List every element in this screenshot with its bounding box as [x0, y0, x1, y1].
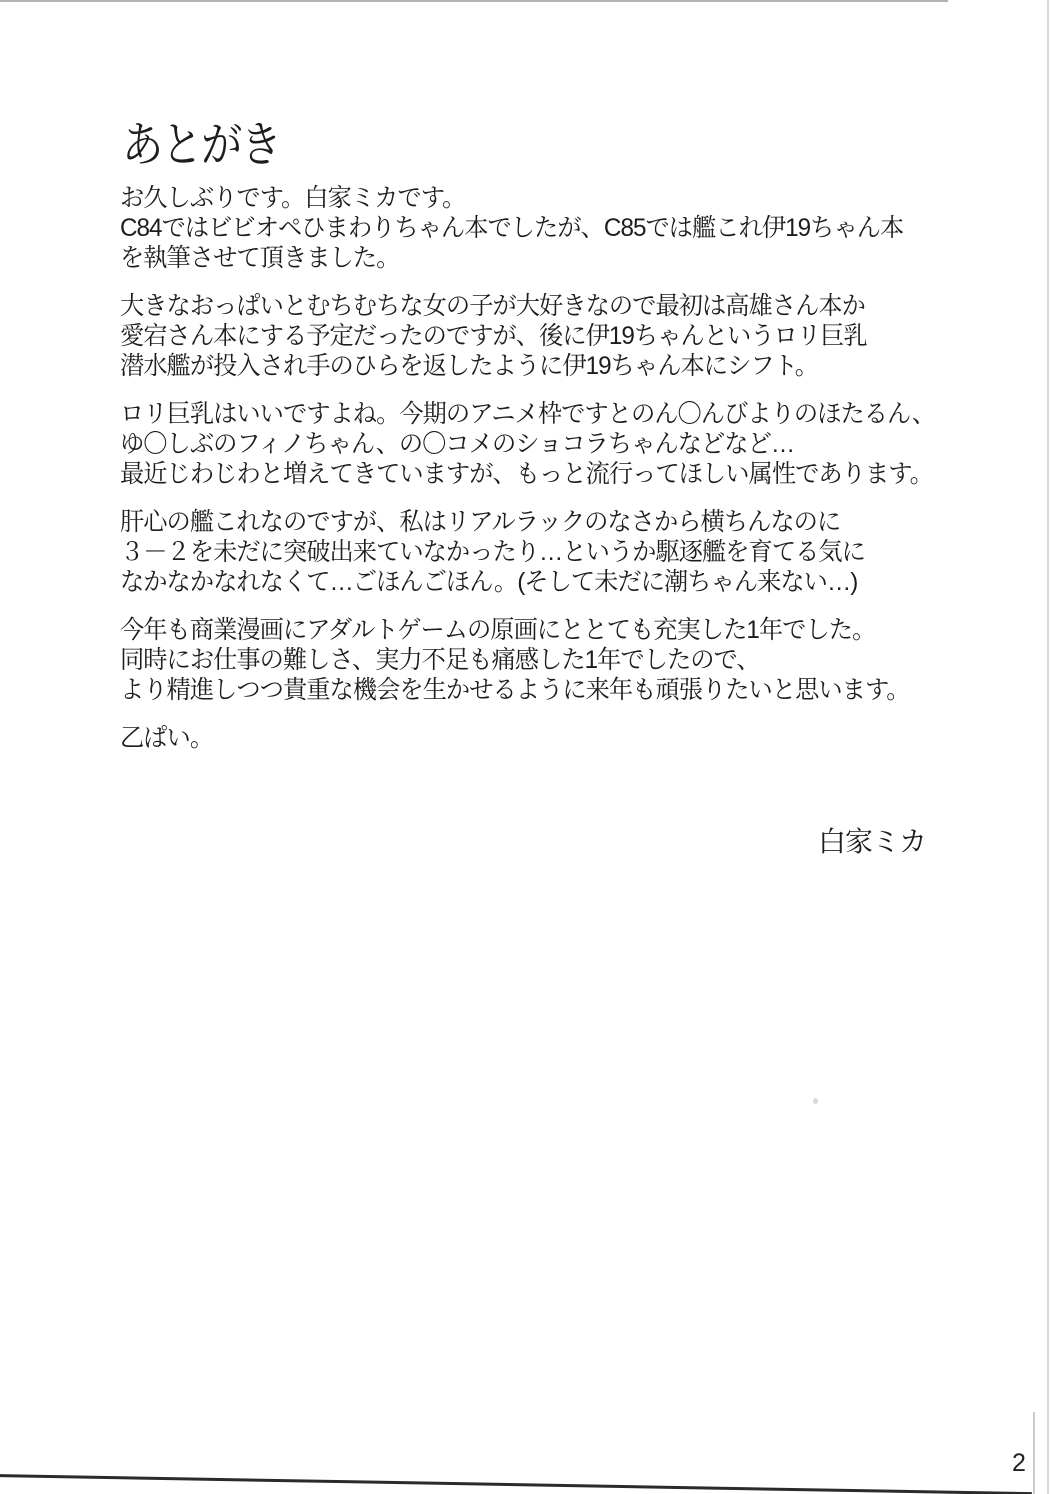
text-line: ゆ〇しぶのフィノちゃん、の〇コメのショコラちゃんなどなど… — [120, 430, 795, 458]
text-line: C84ではビビオペひまわりちゃん本でしたが、C85では艦これ伊19ちゃん本 — [120, 214, 904, 242]
text-line: 同時にお仕事の難しさ、実力不足も痛感した1年でしたので、 — [120, 646, 760, 674]
paragraph — [120, 399, 993, 489]
page-title: あとがき — [122, 119, 281, 172]
text-line: 肝心の艦これなのですが、私はリアルラックのなさから横ちんなのに — [120, 508, 841, 536]
text-line: を執筆させて頂きました。 — [120, 244, 400, 272]
scan-speck — [813, 1098, 818, 1104]
text-line: 今年も商業漫画にアダルトゲームの原画にととても充実した1年でした。 — [120, 616, 876, 644]
scan-edge-top-line — [0, 0, 948, 2]
page-number: 2 — [1012, 1449, 1026, 1477]
paragraph — [120, 507, 993, 597]
text-line: ３－２を未だに突破出来ていなかったり…というか駆逐艦を育てる気に — [120, 538, 865, 566]
text-line: なかなかなれなくて…ごほんごほん。(そして未だに潮ちゃん来ない…) — [120, 568, 858, 596]
paragraph — [120, 615, 993, 705]
paragraph — [120, 291, 993, 381]
scan-edge-right-inner-line — [1033, 1412, 1035, 1494]
scan-edge-bottom-line — [0, 1474, 1032, 1494]
paragraph — [120, 183, 993, 273]
author-signature: 白家ミカ — [818, 826, 927, 857]
text-line: より精進しつつ貴重な機会を生かせるように来年も頑張りたいと思います。 — [120, 676, 910, 704]
text-line: 愛宕さん本にする予定だったのですが、後に伊19ちゃんというロリ巨乳 — [120, 322, 867, 350]
text-line: お久しぶりです。白家ミカです。 — [120, 184, 466, 212]
text-line: 乙ぱい。 — [120, 724, 214, 752]
text-line: 最近じわじわと増えてきていますが、もっと流行ってほしい属性であります。 — [120, 460, 933, 488]
scan-edge-right-line — [1047, 0, 1049, 1494]
text-line: 潜水艦が投入され手のひらを返したように伊19ちゃん本にシフト。 — [120, 352, 818, 380]
afterword-body — [120, 183, 993, 771]
paragraph — [120, 723, 993, 753]
text-line: ロリ巨乳はいいですよね。今期のアニメ枠ですとのん〇んびよりのほたるん、 — [120, 400, 936, 428]
text-line: 大きなおっぱいとむちむちな女の子が大好きなので最初は高雄さん本か — [120, 292, 865, 320]
